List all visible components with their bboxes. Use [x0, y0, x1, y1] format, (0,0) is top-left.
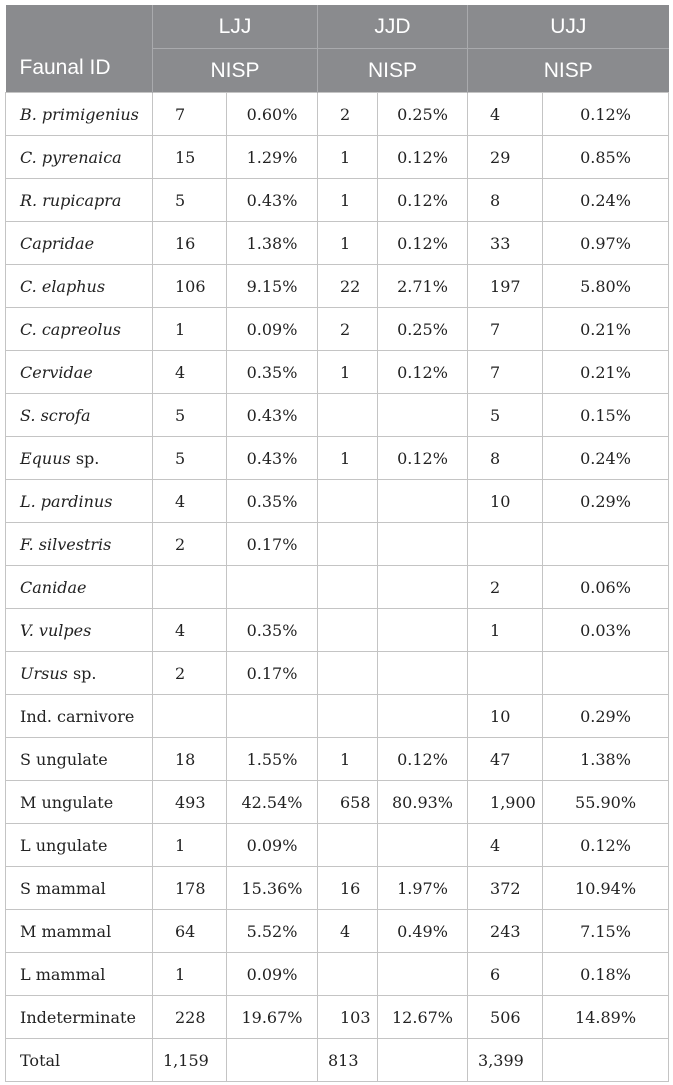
row-taxon-name	[6, 222, 153, 265]
cell-ujj-pct: 0.18%	[543, 953, 669, 996]
table-body	[6, 93, 669, 1082]
cell-ujj-n	[468, 523, 543, 566]
cell-ujj-n: 1,900	[468, 781, 543, 824]
cell-jjd-n	[318, 480, 378, 523]
cell-ujj-n: 372	[468, 867, 543, 910]
cell-ujj-n: 5	[468, 394, 543, 437]
total-ujj-pct	[543, 1039, 669, 1082]
cell-ljj-n: 5	[153, 179, 227, 222]
table-row	[6, 824, 669, 867]
cell-jjd-n	[318, 394, 378, 437]
cell-ljj-pct: 0.17%	[227, 523, 318, 566]
taxon-label: S. scrofa	[20, 405, 91, 425]
header-ujj-nisp: NISP	[468, 49, 669, 93]
cell-ujj-pct: 0.03%	[543, 609, 669, 652]
cell-ljj-pct: 0.43%	[227, 437, 318, 480]
table-row	[6, 867, 669, 910]
table-row	[6, 566, 669, 609]
taxon-label: C. elaphus	[20, 276, 106, 296]
taxon-label: S ungulate	[20, 749, 108, 769]
cell-ljj-n: 2	[153, 523, 227, 566]
cell-ljj-n: 16	[153, 222, 227, 265]
cell-ujj-pct: 0.12%	[543, 93, 669, 136]
cell-ljj-pct	[227, 566, 318, 609]
row-taxon-name	[6, 308, 153, 351]
taxon-label: L ungulate	[20, 835, 108, 855]
taxon-label: V. vulpes	[20, 620, 92, 640]
cell-ljj-n: 4	[153, 351, 227, 394]
cell-jjd-pct: 12.67%	[378, 996, 468, 1039]
cell-jjd-pct: 1.97%	[378, 867, 468, 910]
cell-ljj-n: 1	[153, 308, 227, 351]
taxon-label: Ind. carnivore	[20, 706, 135, 726]
row-taxon-name	[6, 480, 153, 523]
cell-ljj-pct: 0.35%	[227, 480, 318, 523]
table-row	[6, 480, 669, 523]
cell-ujj-n: 4	[468, 824, 543, 867]
table-row	[6, 695, 669, 738]
taxon-label: R. rupicapra	[20, 190, 122, 210]
cell-jjd-pct	[378, 394, 468, 437]
cell-ujj-n: 7	[468, 308, 543, 351]
cell-jjd-n: 1	[318, 136, 378, 179]
row-taxon-name	[6, 523, 153, 566]
cell-ljj-n: 4	[153, 480, 227, 523]
taxon-label: C. capreolus	[20, 319, 121, 339]
table-row	[6, 523, 669, 566]
cell-ujj-pct: 0.24%	[543, 179, 669, 222]
taxon-label: M ungulate	[20, 792, 114, 812]
cell-ujj-pct: 10.94%	[543, 867, 669, 910]
total-ljj-pct	[227, 1039, 318, 1082]
cell-ljj-pct: 5.52%	[227, 910, 318, 953]
cell-jjd-n: 4	[318, 910, 378, 953]
taxon-label: B. primigenius	[20, 104, 139, 124]
cell-jjd-pct	[378, 566, 468, 609]
taxon-label: Equus	[20, 448, 71, 468]
cell-jjd-pct: 0.25%	[378, 308, 468, 351]
cell-jjd-n: 1	[318, 738, 378, 781]
row-taxon-name	[6, 394, 153, 437]
cell-ujj-n: 33	[468, 222, 543, 265]
taxon-label: F. silvestris	[20, 534, 112, 554]
cell-ujj-pct: 0.97%	[543, 222, 669, 265]
cell-ljj-pct: 0.09%	[227, 308, 318, 351]
row-taxon-name	[6, 351, 153, 394]
cell-jjd-pct	[378, 609, 468, 652]
cell-ljj-pct: 0.43%	[227, 179, 318, 222]
cell-jjd-n	[318, 824, 378, 867]
cell-ljj-pct: 9.15%	[227, 265, 318, 308]
total-jjd: 813	[318, 1039, 378, 1082]
cell-ujj-pct: 0.85%	[543, 136, 669, 179]
cell-ljj-n: 5	[153, 437, 227, 480]
cell-ujj-n: 197	[468, 265, 543, 308]
taxon-label: Indeterminate	[20, 1007, 136, 1027]
cell-ujj-pct: 0.21%	[543, 351, 669, 394]
table-row	[6, 265, 669, 308]
taxon-label: Capridae	[20, 233, 95, 253]
cell-ujj-pct	[543, 523, 669, 566]
total-ujj: 3,399	[468, 1039, 543, 1082]
taxon-suffix: sp.	[70, 448, 100, 468]
cell-ljj-pct: 0.09%	[227, 824, 318, 867]
table-row	[6, 93, 669, 136]
cell-ljj-n: 18	[153, 738, 227, 781]
row-taxon-name	[6, 652, 153, 695]
cell-ujj-n: 47	[468, 738, 543, 781]
cell-ljj-pct: 0.09%	[227, 953, 318, 996]
table-row	[6, 910, 669, 953]
cell-ujj-n	[468, 652, 543, 695]
cell-ujj-n: 243	[468, 910, 543, 953]
cell-jjd-n: 1	[318, 222, 378, 265]
cell-ljj-pct: 0.35%	[227, 609, 318, 652]
row-taxon-name	[6, 738, 153, 781]
row-taxon-name	[6, 136, 153, 179]
row-taxon-name	[6, 566, 153, 609]
cell-jjd-pct	[378, 480, 468, 523]
row-taxon-name	[6, 824, 153, 867]
cell-jjd-n: 16	[318, 867, 378, 910]
cell-ljj-n: 64	[153, 910, 227, 953]
total-label: Total	[6, 1039, 153, 1082]
cell-ujj-pct: 55.90%	[543, 781, 669, 824]
cell-jjd-n: 2	[318, 308, 378, 351]
table-row	[6, 738, 669, 781]
table-row	[6, 136, 669, 179]
cell-ljj-pct: 42.54%	[227, 781, 318, 824]
cell-ujj-n: 10	[468, 480, 543, 523]
cell-ljj-pct: 0.17%	[227, 652, 318, 695]
table-row	[6, 394, 669, 437]
faunal-table	[5, 5, 669, 1082]
cell-ljj-n: 7	[153, 93, 227, 136]
header-faunal-id: Faunal ID	[6, 5, 153, 93]
cell-ljj-pct: 19.67%	[227, 996, 318, 1039]
table-row	[6, 437, 669, 480]
cell-jjd-pct: 2.71%	[378, 265, 468, 308]
cell-jjd-pct: 0.12%	[378, 437, 468, 480]
taxon-suffix: sp.	[67, 663, 97, 683]
total-ljj: 1,159	[153, 1039, 227, 1082]
cell-ujj-pct: 0.15%	[543, 394, 669, 437]
cell-ujj-pct: 0.29%	[543, 480, 669, 523]
cell-ujj-pct: 0.06%	[543, 566, 669, 609]
taxon-label: Cervidae	[20, 362, 93, 382]
cell-ujj-n: 7	[468, 351, 543, 394]
cell-jjd-n	[318, 523, 378, 566]
table-row	[6, 652, 669, 695]
cell-jjd-n: 22	[318, 265, 378, 308]
row-taxon-name	[6, 437, 153, 480]
cell-ujj-pct: 0.24%	[543, 437, 669, 480]
row-taxon-name	[6, 695, 153, 738]
header-ljj-nisp: NISP	[153, 49, 318, 93]
cell-jjd-pct: 0.12%	[378, 222, 468, 265]
cell-ujj-n: 29	[468, 136, 543, 179]
cell-jjd-n: 2	[318, 93, 378, 136]
table-row	[6, 351, 669, 394]
row-taxon-name	[6, 179, 153, 222]
cell-ujj-n: 506	[468, 996, 543, 1039]
cell-jjd-n: 103	[318, 996, 378, 1039]
cell-ljj-n: 1	[153, 824, 227, 867]
cell-ujj-pct: 5.80%	[543, 265, 669, 308]
cell-ujj-n: 8	[468, 179, 543, 222]
cell-jjd-pct	[378, 523, 468, 566]
row-taxon-name	[6, 781, 153, 824]
cell-ujj-pct: 0.12%	[543, 824, 669, 867]
cell-jjd-pct: 0.12%	[378, 738, 468, 781]
total-jjd-pct	[378, 1039, 468, 1082]
table-row	[6, 222, 669, 265]
cell-jjd-pct: 0.12%	[378, 179, 468, 222]
row-taxon-name	[6, 265, 153, 308]
cell-ljj-pct: 1.29%	[227, 136, 318, 179]
cell-ljj-pct	[227, 695, 318, 738]
cell-ljj-n	[153, 695, 227, 738]
cell-ljj-n: 2	[153, 652, 227, 695]
cell-jjd-pct: 0.25%	[378, 93, 468, 136]
cell-ljj-n: 15	[153, 136, 227, 179]
header-jjd-nisp: NISP	[318, 49, 468, 93]
cell-jjd-n	[318, 609, 378, 652]
cell-jjd-n: 1	[318, 179, 378, 222]
cell-ljj-pct: 0.35%	[227, 351, 318, 394]
cell-ujj-pct: 7.15%	[543, 910, 669, 953]
cell-jjd-n	[318, 566, 378, 609]
taxon-label: C. pyrenaica	[20, 147, 122, 167]
cell-ljj-n: 5	[153, 394, 227, 437]
header-jjd: JJD	[318, 5, 468, 49]
cell-jjd-pct: 0.12%	[378, 351, 468, 394]
cell-ljj-pct: 15.36%	[227, 867, 318, 910]
row-taxon-name	[6, 953, 153, 996]
cell-ujj-pct: 0.29%	[543, 695, 669, 738]
cell-ujj-pct	[543, 652, 669, 695]
cell-ljj-pct: 1.55%	[227, 738, 318, 781]
cell-jjd-n	[318, 652, 378, 695]
cell-jjd-pct	[378, 652, 468, 695]
cell-ujj-n: 1	[468, 609, 543, 652]
taxon-label: L mammal	[20, 964, 106, 984]
cell-ljj-pct: 0.60%	[227, 93, 318, 136]
table-row	[6, 179, 669, 222]
cell-ujj-n: 8	[468, 437, 543, 480]
cell-ljj-n: 493	[153, 781, 227, 824]
cell-ujj-pct: 0.21%	[543, 308, 669, 351]
row-taxon-name	[6, 910, 153, 953]
table-row	[6, 308, 669, 351]
taxon-label: M mammal	[20, 921, 112, 941]
cell-ujj-n: 10	[468, 695, 543, 738]
cell-ljj-n: 228	[153, 996, 227, 1039]
cell-jjd-n: 1	[318, 351, 378, 394]
cell-jjd-n	[318, 953, 378, 996]
cell-ujj-pct: 1.38%	[543, 738, 669, 781]
taxon-label: Canidae	[20, 577, 87, 597]
cell-ujj-n: 2	[468, 566, 543, 609]
cell-ujj-pct: 14.89%	[543, 996, 669, 1039]
cell-jjd-pct	[378, 824, 468, 867]
cell-ljj-pct: 1.38%	[227, 222, 318, 265]
cell-ljj-pct: 0.43%	[227, 394, 318, 437]
row-taxon-name	[6, 996, 153, 1039]
cell-ljj-n: 106	[153, 265, 227, 308]
total-row	[6, 1039, 669, 1082]
cell-jjd-pct	[378, 953, 468, 996]
cell-ljj-n: 178	[153, 867, 227, 910]
cell-ujj-n: 4	[468, 93, 543, 136]
cell-ljj-n: 4	[153, 609, 227, 652]
row-taxon-name	[6, 609, 153, 652]
table-row	[6, 609, 669, 652]
cell-jjd-n	[318, 695, 378, 738]
table-row	[6, 996, 669, 1039]
taxon-label: S mammal	[20, 878, 106, 898]
row-taxon-name	[6, 93, 153, 136]
cell-jjd-pct: 80.93%	[378, 781, 468, 824]
cell-jjd-n: 658	[318, 781, 378, 824]
taxon-label: Ursus	[20, 663, 68, 683]
table-row	[6, 781, 669, 824]
table-row	[6, 953, 669, 996]
cell-ujj-n: 6	[468, 953, 543, 996]
cell-jjd-pct: 0.49%	[378, 910, 468, 953]
taxon-label: L. pardinus	[20, 491, 113, 511]
cell-ljj-n: 1	[153, 953, 227, 996]
header-ljj: LJJ	[153, 5, 318, 49]
cell-jjd-n: 1	[318, 437, 378, 480]
cell-jjd-pct: 0.12%	[378, 136, 468, 179]
header-ujj: UJJ	[468, 5, 669, 49]
row-taxon-name	[6, 867, 153, 910]
cell-ljj-n	[153, 566, 227, 609]
cell-jjd-pct	[378, 695, 468, 738]
